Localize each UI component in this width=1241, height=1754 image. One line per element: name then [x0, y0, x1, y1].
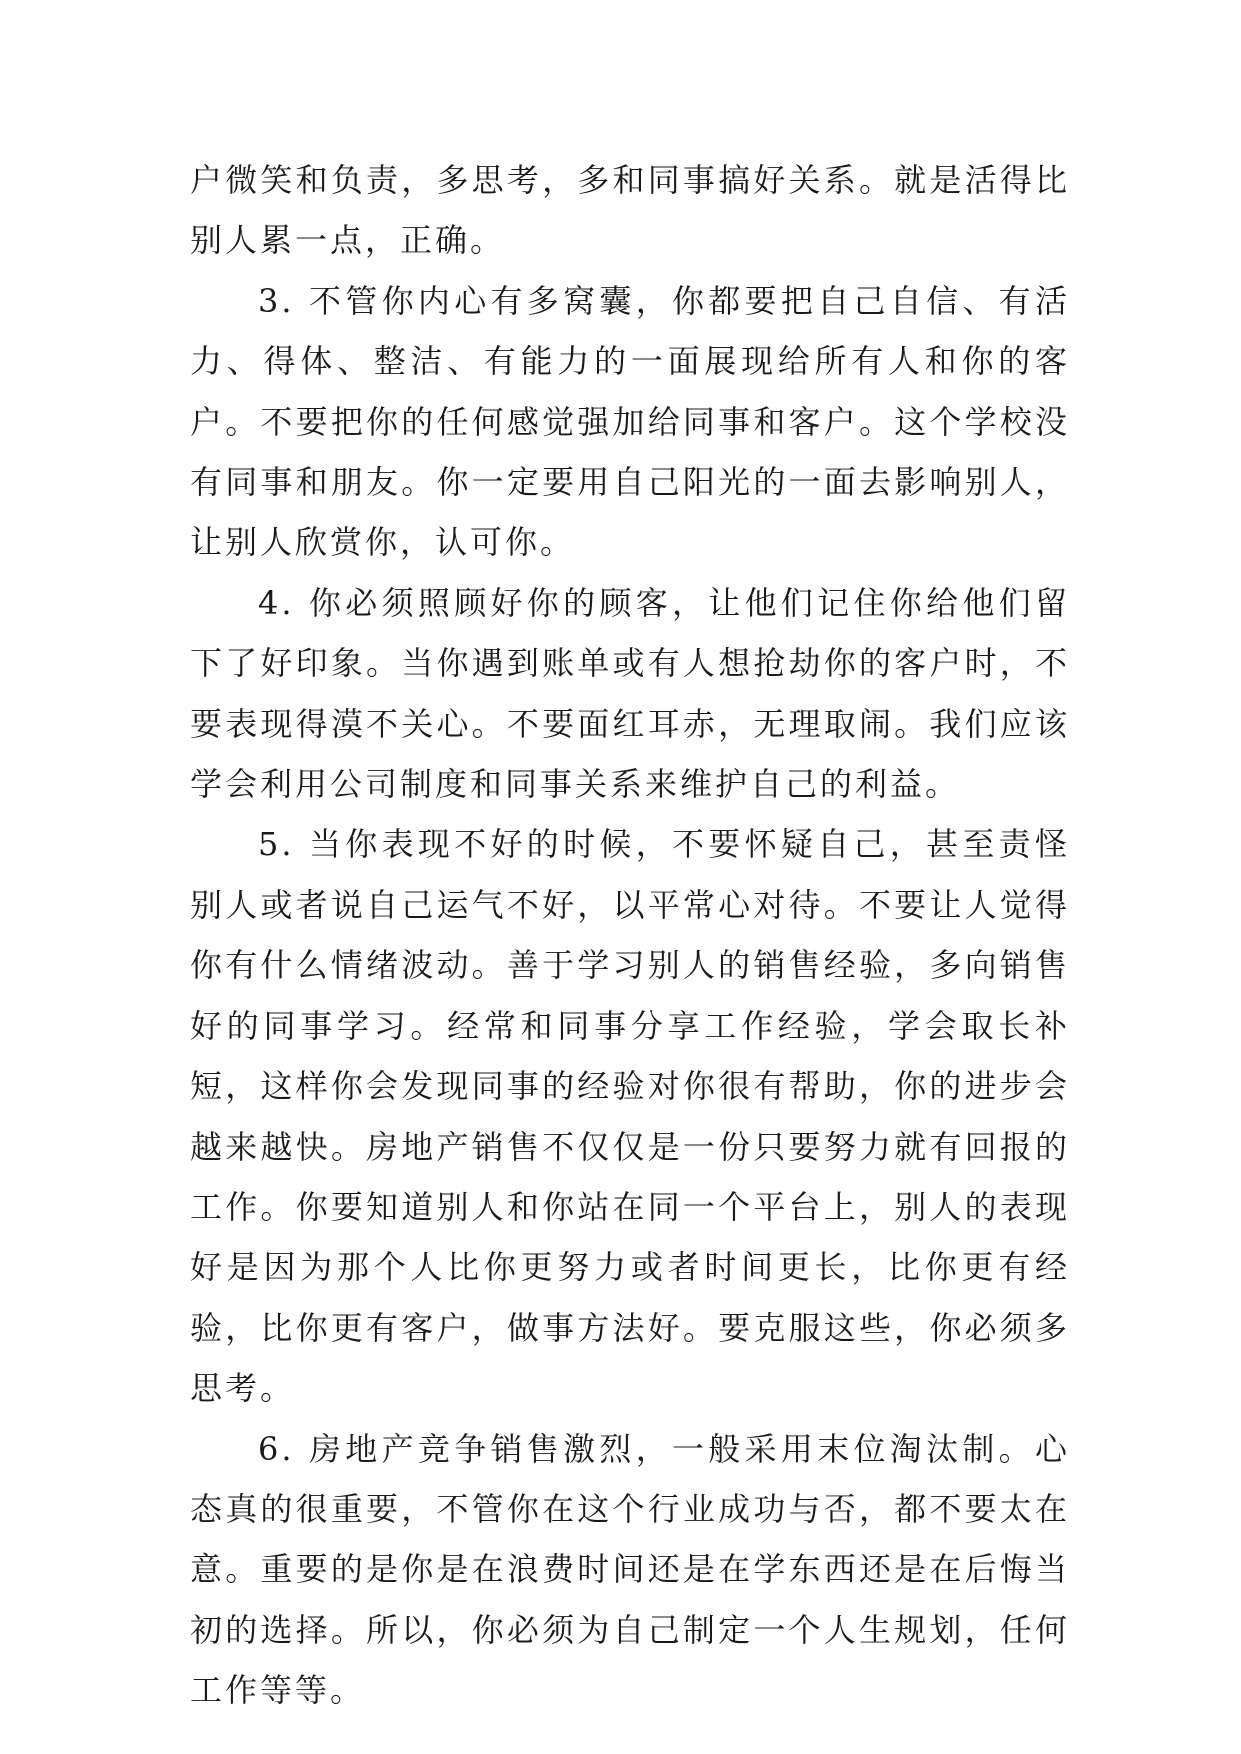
paragraph-item-5: 5. 当你表现不好的时候，不要怀疑自己，甚至责怪别人或者说自己运气不好，以平常心对待。不要让人觉得你有什么情绪波动。善于学习别人的销售经验，多向销售好的同事学习。经常和同事分享工作经验，学会取长补短，这样你会发现同事的经验对你很有帮助，你的进步会越来越快。房地产销售不仅仅是一份只要努力就有回报的工作。你要知道别人和你站在同一个平台上，别人的表现好是因为那个人比你更努力或者时间更长，比你更有经验，比你更有客户，做事方法好。要克服这些，你必须多思考。 — [190, 825, 1070, 1408]
paragraph-continuation: 户微笑和负责，多思考，多和同事搞好关系。就是活得比别人累一点，正确。 — [190, 161, 1070, 260]
paragraph-item-6: 6. 房地产竞争销售激烈，一般采用末位淘汰制。心态真的很重要，不管你在这个行业成功与否，都不要太在意。重要的是你是在浪费时间还是在学东西还是在后悔当初的选择。所以，你必须为自己制定一个人生规划，任何工作等等。 — [190, 1429, 1070, 1710]
paragraph-item-3: 3. 不管你内心有多窝囊，你都要把自己自信、有活力、得体、整洁、有能力的一面展现给所有人和你的客户。不要把你的任何感觉强加给同事和客户。这个学校没有同事和朋友。你一定要用自己阳光的一面去影响别人，让别人欣赏你，认可你。 — [190, 281, 1070, 562]
paragraph-item-4: 4. 你必须照顾好你的顾客，让他们记住你给他们留下了好印象。当你遇到账单或有人想抢劫你的客户时，不要表现得漠不关心。不要面红耳赤，无理取闹。我们应该学会利用公司制度和同事关系来维护自己的利益。 — [190, 583, 1070, 804]
document-body — [190, 150, 1070, 1721]
